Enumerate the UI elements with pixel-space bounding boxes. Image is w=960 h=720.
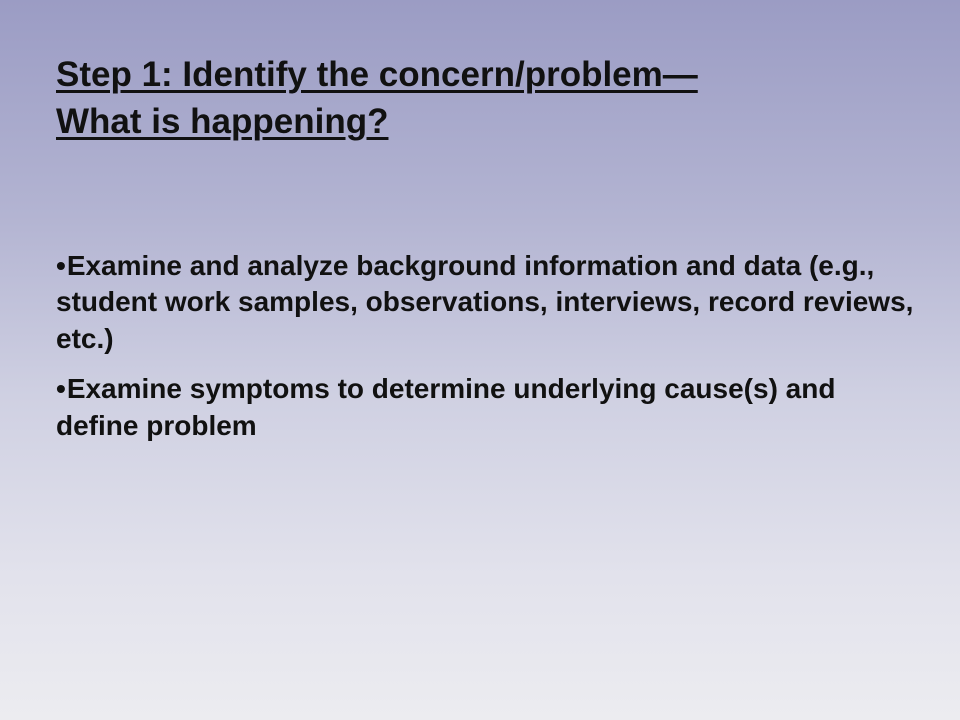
bullet-text-1: Examine and analyze background information and data (e.g., student work samples, observations, interviews, record reviews, etc.) bbox=[56, 250, 914, 354]
title-line-2: What is happening? bbox=[56, 101, 389, 141]
bullet-icon: • bbox=[56, 250, 66, 281]
slide-title bbox=[56, 52, 916, 146]
bullet-list bbox=[56, 248, 916, 458]
bullet-item-2 bbox=[56, 371, 916, 444]
title-line-1: Step 1: Identify the concern/problem— bbox=[56, 55, 698, 94]
bullet-icon: • bbox=[56, 373, 66, 405]
bullet-item-1 bbox=[56, 248, 916, 357]
bullet-text-2: Examine symptoms to determine underlying cause(s) and define problem bbox=[56, 373, 836, 441]
